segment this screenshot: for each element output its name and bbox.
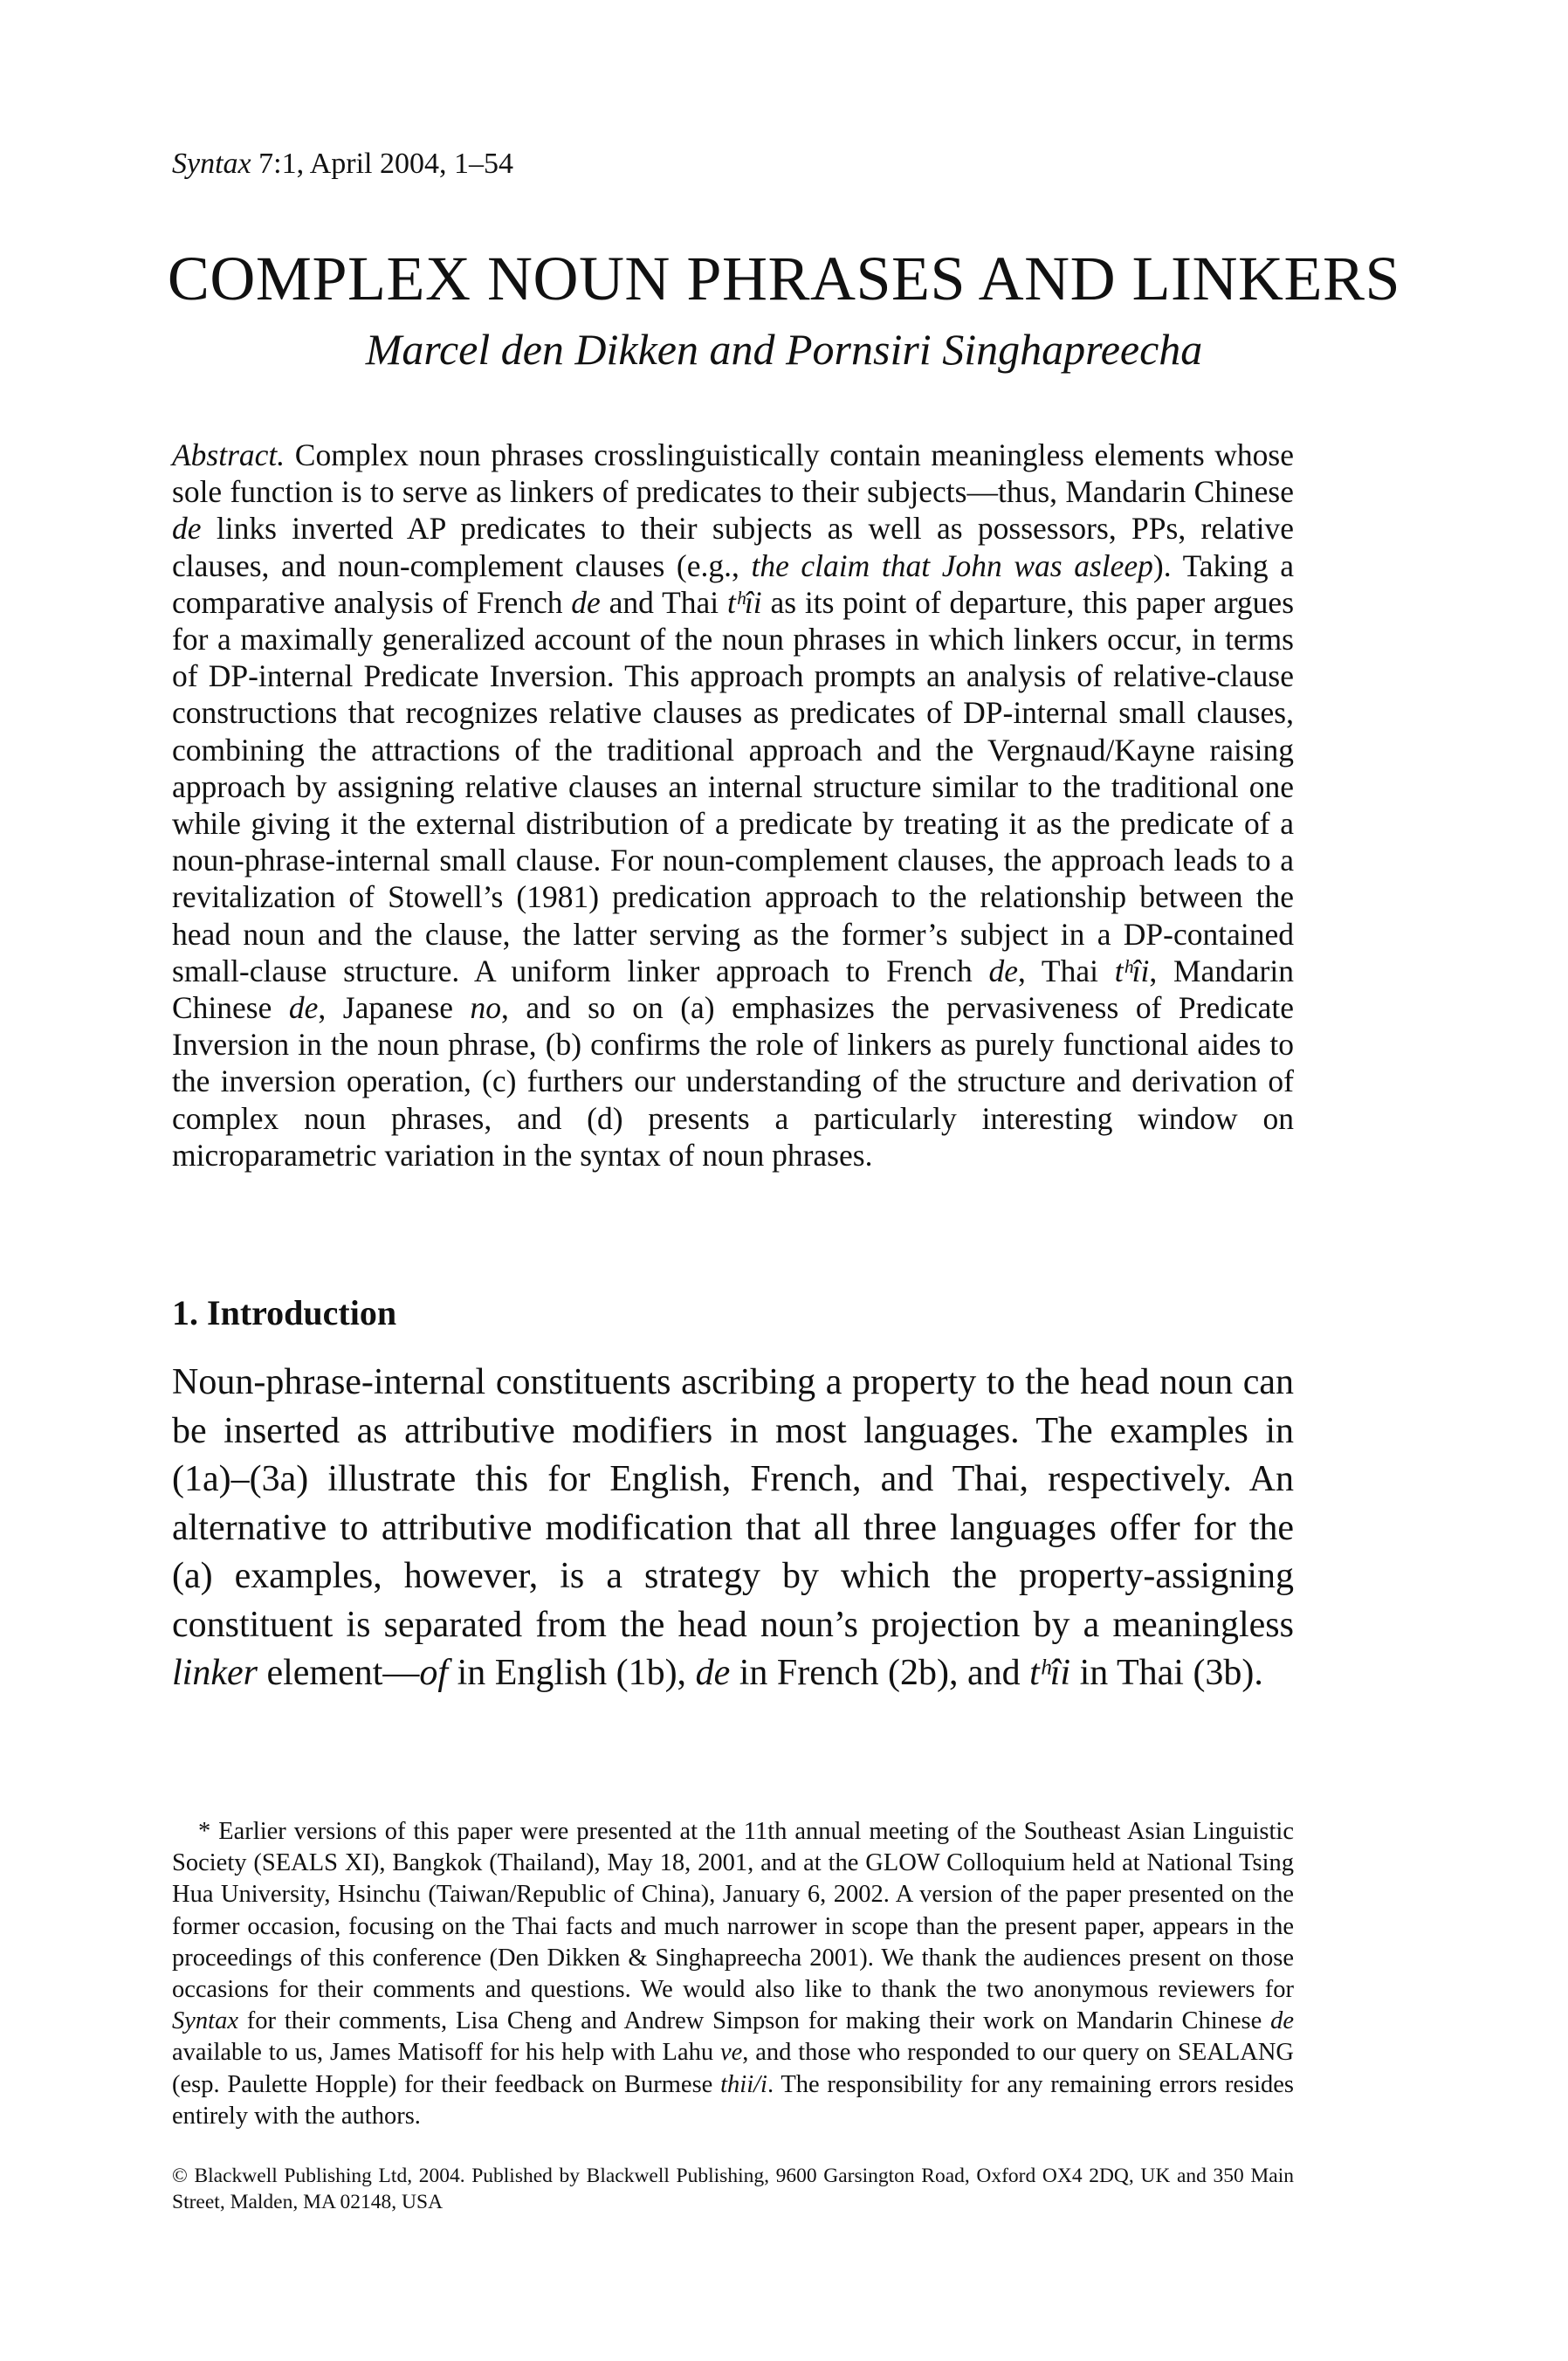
abstract-text: Complex noun phrases crosslinguistically contain meaningless elements whose sole function is to serve as linkers of predicates to their subjects—thus, Mandarin Chinese [172, 437, 1294, 510]
abstract-text: , Thai [1017, 953, 1115, 988]
abstract-text: links inverted AP predicates to their subjects as well as possessors, PPs, relative clauses, and noun-complement clauses (e.g., [172, 511, 1294, 583]
intro-paragraph [172, 1359, 1294, 1698]
abstract-term: de [172, 511, 202, 547]
intro-text: Noun-phrase-internal constituents ascribing a property to the head noun can be inserted as attributive modifiers in most languages. The examples in (1a)–(3a) illustrate this for English, French, and Thai, respectively. An alternative to attributive modification that all three languages offer for the (a) examples, however, is a strategy by which the property-assigning constituent is separated from the head noun’s projection by a meaningless [172, 1362, 1294, 1645]
abstract-text: as its point of departure, this paper argues for a maximally generalized account of the noun phrases in which linkers occur, in terms of DP-internal Predicate Inversion. This approach prompts an analysis of relative-clause constructions that recognizes relative clauses as predicates of DP-internal small clauses, combining the attractions of the traditional approach and the Vergnaud/Kayne raising approach by assigning relative clauses an internal structure similar to the traditional one while giving it the external distribution of a predicate by treating it as the predicate of a noun-phrase-internal small clause. For noun-complement clauses, the approach leads to a revitalization of Stowell’s (1981) predication approach to the relationship between the head noun and the clause, the latter serving as the former’s subject in a DP-contained small-clause structure. A uniform linker approach to French [172, 584, 1295, 988]
footnote-term: Syntax [172, 2007, 238, 2035]
journal-name: Syntax [172, 148, 251, 180]
abstract-term: no [470, 990, 501, 1026]
footnote-term: de [1270, 2007, 1294, 2035]
footnote-text: . The responsibility for any remaining errors resides entirely with the authors. [172, 2070, 1294, 2130]
abstract-text: and Thai [600, 584, 727, 620]
intro-term: linker [172, 1653, 258, 1693]
footnote-text: for their comments, Lisa Cheng and Andrew Simpson for making their work on Mandarin Chinese [237, 2007, 1271, 2035]
footnote-text: available to us, James Matisoff for his help with Lahu [172, 2039, 720, 2067]
footnote-text: * Earlier versions of this paper were presented at the 11th annual meeting of the Southeast Asian Linguistic Society (SEALS XI), Bangkok (Thailand), May 18, 2001, and at the GLOW Colloquium held at National Tsing Hua University, Hsinchu (Taiwan/Republic of China), January 6, 2002. A version of the paper presented on the former occasion, focusing on the Thai facts and much narrower in scope than the present paper, appears in the proceedings of this conference (Den Dikken & Singhapreecha 2001). We thank the audiences present on those occasions for their comments and questions. We would also like to thank the two anonymous reviewers for [172, 1818, 1294, 2004]
abstract-example: the claim that John was asleep [751, 547, 1153, 583]
abstract-term: de [288, 990, 319, 1026]
footnote-term: thii/i [720, 2070, 767, 2098]
intro-term: tʰîi [1029, 1653, 1071, 1693]
running-head [172, 147, 513, 182]
abstract-text: ). Taking a comparative analysis of French [172, 547, 1295, 620]
abstract [172, 437, 1294, 1174]
intro-term: de [695, 1653, 731, 1693]
abstract-term: tʰîi [1114, 953, 1150, 988]
footnote-text: , and those who responded to our query on SEALANG (esp. Paulette Hopple) for their feedback on Burmese [172, 2039, 1294, 2098]
footnote-term: ve [719, 2039, 743, 2067]
intro-text: in French (2b), and [730, 1653, 1030, 1693]
intro-term: of [419, 1653, 449, 1693]
abstract-text: , Mandarin Chinese [172, 953, 1294, 1026]
intro-text: in English (1b), [448, 1653, 696, 1693]
intro-text: element— [257, 1653, 420, 1693]
abstract-label: Abstract. [172, 437, 285, 472]
paper-title: COMPLEX NOUN PHRASES AND LINKERS [167, 244, 1401, 313]
copyright-notice: © Blackwell Publishing Ltd, 2004. Published by Blackwell Publishing, 9600 Garsington Road, Oxford OX4 2DQ, UK and 350 Main Street, Malden, MA 02148, USA [172, 2165, 1294, 2213]
footnote [172, 1816, 1294, 2132]
abstract-term: tʰîi [726, 584, 762, 620]
abstract-term: de [988, 953, 1018, 988]
issue-info: 7:1, April 2004, 1–54 [251, 148, 513, 180]
section-heading: 1. Introduction [172, 1293, 397, 1332]
intro-text: in Thai (3b). [1070, 1653, 1263, 1693]
abstract-text: , and so on (a) emphasizes the pervasiveness of Predicate Inversion in the noun phrase, (b) confirms the role of linkers as purely functional aides to the inversion operation, (c) furthers our understanding of the structure and derivation of complex noun phrases, and (d) presents a particularly interesting window on microparametric variation in the syntax of noun phrases. [172, 990, 1294, 1173]
paper-authors: Marcel den Dikken and Pornsiri Singhapreecha [365, 325, 1203, 374]
abstract-term: de [571, 584, 601, 620]
abstract-text: , Japanese [318, 990, 471, 1026]
